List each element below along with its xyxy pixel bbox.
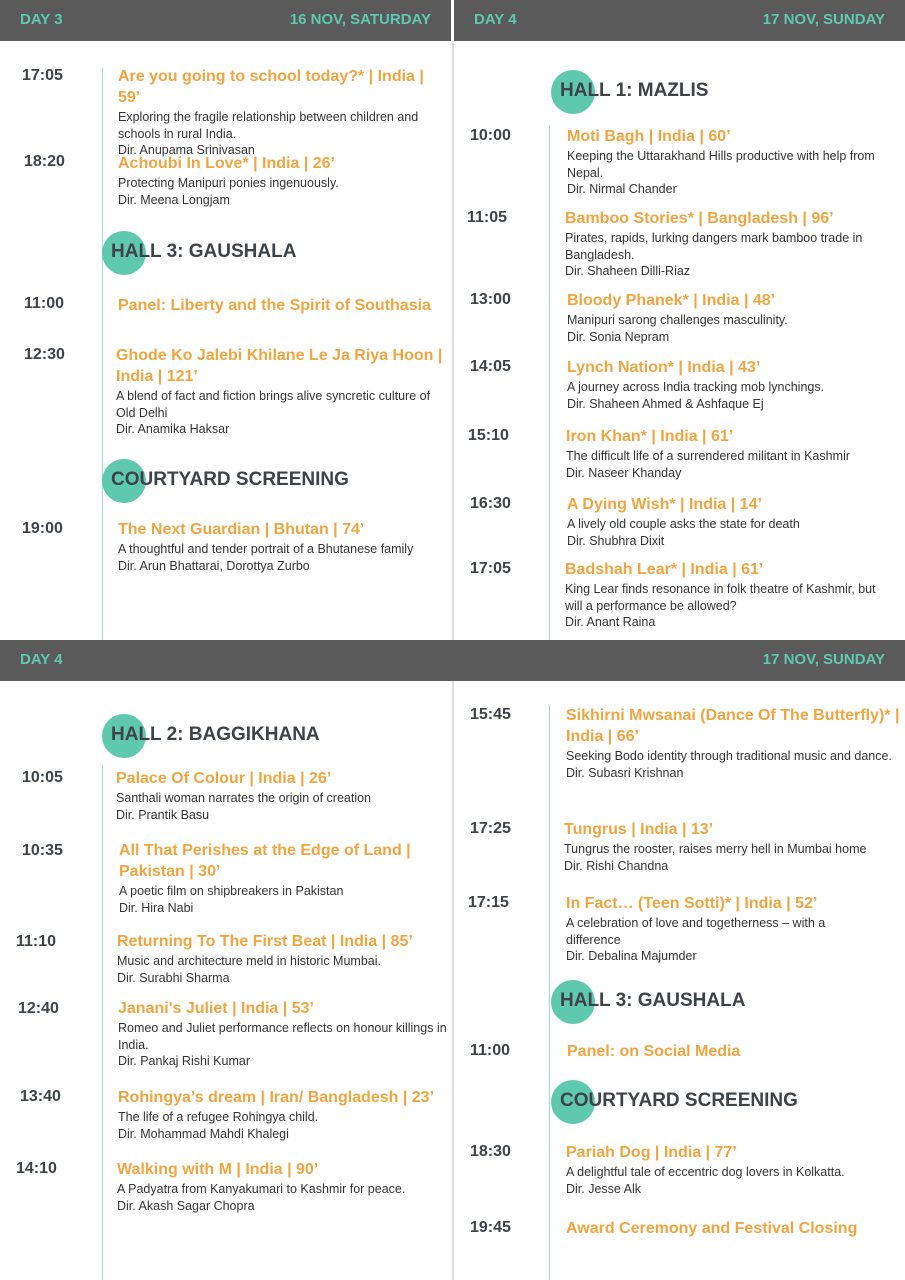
hall-title: HALL 3: GAUSHALA xyxy=(111,241,297,262)
film-description: Keeping the Uttarakhand Hills productive with help from Nepal. xyxy=(567,149,875,180)
timeline-line xyxy=(102,765,103,1280)
screening-time: 10:05 xyxy=(22,769,63,786)
screening-time: 12:40 xyxy=(18,1000,59,1017)
screening-time: 17:15 xyxy=(468,894,509,911)
day-date: 17 NOV, SUNDAY xyxy=(762,651,885,668)
screening-time: 11:00 xyxy=(24,295,65,312)
screening-time: 18:20 xyxy=(24,153,65,170)
film-title[interactable]: Pariah Dog | India | 77’ xyxy=(566,1144,737,1161)
screening-time: 17:05 xyxy=(22,67,63,84)
film-title[interactable]: Are you going to school today?* | India | 59’ xyxy=(118,68,424,106)
film-director: Dir. Debalina Majumder xyxy=(566,949,697,963)
column-divider xyxy=(452,681,454,1280)
hall-title: HALL 3: GAUSHALA xyxy=(560,990,746,1011)
film-description: Manipuri sarong challenges masculinity. xyxy=(567,313,788,327)
film-director: Dir. Anant Raina xyxy=(565,615,656,629)
film-title[interactable]: In Fact… (Teen Sotti)* | India | 52’ xyxy=(566,895,818,912)
film-director: Dir. Meena Longjam xyxy=(118,192,230,207)
timeline-line xyxy=(549,125,550,640)
film-title[interactable]: Iron Khan* | India | 61’ xyxy=(566,428,734,445)
film-director: Dir. Akash Sagar Chopra xyxy=(117,1198,255,1213)
film-title[interactable]: Tungrus | India | 13’ xyxy=(564,821,714,838)
film-title[interactable]: Bloody Phanek* | India | 48’ xyxy=(567,292,776,309)
screening-time: 10:35 xyxy=(22,842,63,859)
screening-time: 11:00 xyxy=(470,1042,511,1059)
film-description: A delightful tale of eccentric dog lovers in Kolkatta. xyxy=(566,1165,845,1179)
film-title[interactable]: Badshah Lear* | India | 61’ xyxy=(565,561,764,578)
hall-heading xyxy=(102,231,297,262)
film-director: Dir. Anamika Haksar xyxy=(116,422,230,436)
film-title[interactable]: Achoubi In Love* | India | 26’ xyxy=(118,155,335,172)
screening-time: 11:10 xyxy=(16,933,57,950)
film-title[interactable]: Ghode Ko Jalebi Khilane Le Ja Riya Hoon | India | 121’ xyxy=(116,347,443,385)
film-title[interactable]: Walking with M | India | 90’ xyxy=(117,1161,319,1178)
film-description: A poetic film on shipbreakers in Pakistan xyxy=(119,884,344,898)
day-header xyxy=(0,0,451,41)
film-director: Dir. Prantik Basu xyxy=(116,807,210,822)
film-director: Dir. Jesse Alk xyxy=(566,1181,642,1196)
film-title[interactable]: Lynch Nation* | India | 43’ xyxy=(567,359,761,376)
screening-time: 17:25 xyxy=(470,820,511,837)
event-title[interactable]: Award Ceremony and Festival Closing xyxy=(566,1220,858,1237)
film-description: Protecting Manipuri ponies ingenuously. xyxy=(118,176,339,190)
screening-time: 11:05 xyxy=(467,209,508,226)
screening-time: 17:05 xyxy=(470,560,511,577)
film-description: A thoughtful and tender portrait of a Bhutanese family xyxy=(118,542,414,556)
hall-heading xyxy=(551,980,746,1011)
hall-heading xyxy=(551,70,709,101)
film-description: King Lear finds resonance in folk theatre of Kashmir, but will a performance be allowed? xyxy=(565,582,876,613)
screening-time: 18:30 xyxy=(470,1143,511,1160)
day-date: 16 NOV, SATURDAY xyxy=(289,11,431,28)
event-title[interactable]: Panel: Liberty and the Spirit of Southasia xyxy=(118,297,431,314)
film-description: A lively old couple asks the state for death xyxy=(567,517,800,531)
day-date: 17 NOV, SUNDAY xyxy=(762,11,885,28)
film-description: A blend of fact and fiction brings alive syncretic culture of Old Delhi xyxy=(116,389,431,420)
film-director: Dir. Rishi Chandna xyxy=(564,858,669,873)
film-director: Dir. Mohammad Mahdi Khalegi xyxy=(118,1126,289,1141)
film-description: A journey across India tracking mob lynchings. xyxy=(567,380,825,394)
film-director: Dir. Sonia Nepram xyxy=(567,329,670,344)
screening-time: 14:10 xyxy=(16,1160,57,1177)
column-divider xyxy=(452,41,454,640)
screening-time: 15:10 xyxy=(468,427,509,444)
hall-title: HALL 2: BAGGIKHANA xyxy=(111,724,320,745)
hall-heading xyxy=(102,714,320,745)
screening-time: 10:00 xyxy=(470,127,511,144)
film-description: Santhali woman narrates the origin of creation xyxy=(116,791,372,805)
film-title[interactable]: Moti Bagh | India | 60’ xyxy=(567,128,731,145)
film-description: Exploring the fragile relationship between children and schools in rural India. xyxy=(118,110,419,141)
film-title[interactable]: Sikhirni Mwsanai (Dance Of The Butterfly)* | India | 66’ xyxy=(566,707,900,745)
hall-title: COURTYARD SCREENING xyxy=(560,1090,798,1111)
film-description: Romeo and Juliet performance reflects on honour killings in India. xyxy=(118,1021,447,1052)
film-title[interactable]: Rohingya’s dream | Iran/ Bangladesh | 23’ xyxy=(118,1089,435,1106)
film-description: The difficult life of a surrendered militant in Kashmir xyxy=(566,449,850,463)
hall-heading xyxy=(551,1080,798,1111)
timeline-line xyxy=(102,68,103,640)
film-title[interactable]: Janani's Juliet | India | 53’ xyxy=(118,1000,314,1017)
film-description: Music and architecture meld in historic Mumbai. xyxy=(117,954,381,968)
hall-heading xyxy=(102,459,349,490)
film-director: Dir. Shubhra Dixit xyxy=(567,533,665,548)
film-title[interactable]: All That Perishes at the Edge of Land | Pakistan | 30’ xyxy=(119,842,411,880)
screening-time: 12:30 xyxy=(24,346,65,363)
event-title[interactable]: Panel: on Social Media xyxy=(567,1043,741,1060)
film-title[interactable]: Palace Of Colour | India | 26’ xyxy=(116,770,332,787)
film-director: Dir. Subasri Krishnan xyxy=(566,765,684,780)
day-header xyxy=(454,0,905,41)
film-director: Dir. Naseer Khanday xyxy=(566,465,682,480)
film-description: Tungrus the rooster, raises merry hell in Mumbai home xyxy=(564,842,867,856)
film-description: A celebration of love and togetherness – with a difference xyxy=(566,916,826,947)
screening-time: 19:00 xyxy=(22,520,63,537)
film-director: Dir. Nirmal Chander xyxy=(567,182,677,196)
film-director: Dir. Pankaj Rishi Kumar xyxy=(118,1054,250,1068)
film-description: Seeking Bodo identity through traditional music and dance. xyxy=(566,749,892,763)
film-description: The life of a refugee Rohingya child. xyxy=(118,1110,319,1124)
screening-time: 13:40 xyxy=(20,1088,61,1105)
day-label: DAY 4 xyxy=(474,11,517,28)
hall-title: HALL 1: MAZLIS xyxy=(560,80,709,101)
film-director: Dir. Surabhi Sharma xyxy=(117,970,230,985)
day-label: DAY 4 xyxy=(20,651,63,668)
film-director: Dir. Shaheen Dilli-Riaz xyxy=(565,264,691,278)
day-label: DAY 3 xyxy=(20,11,63,28)
film-director: Dir. Anupama Srinivasan xyxy=(118,143,255,157)
film-description: Pirates, rapids, lurking dangers mark bamboo trade in Bangladesh. xyxy=(565,231,863,262)
screening-time: 13:00 xyxy=(470,291,511,308)
film-description: A Padyatra from Kanyakumari to Kashmir for peace. xyxy=(117,1182,406,1196)
screening-time: 19:45 xyxy=(470,1219,511,1236)
film-title[interactable]: Bamboo Stories* | Bangladesh | 96’ xyxy=(565,210,834,227)
screening-time: 15:45 xyxy=(470,706,511,723)
film-director: Dir. Hira Nabi xyxy=(119,900,194,915)
film-title[interactable]: The Next Guardian | Bhutan | 74’ xyxy=(118,521,365,538)
screening-time: 14:05 xyxy=(470,358,511,375)
day-header xyxy=(0,640,905,681)
film-director: Dir. Arun Bhattarai, Dorottya Zurbo xyxy=(118,558,310,573)
hall-title: COURTYARD SCREENING xyxy=(111,469,349,490)
film-title[interactable]: Returning To The First Beat | India | 85’ xyxy=(117,933,413,950)
film-director: Dir. Shaheen Ahmed & Ashfaque Ej xyxy=(567,396,764,411)
screening-time: 16:30 xyxy=(470,495,511,512)
timeline-line xyxy=(549,705,550,1280)
film-title[interactable]: A Dying Wish* | India | 14’ xyxy=(567,496,762,513)
